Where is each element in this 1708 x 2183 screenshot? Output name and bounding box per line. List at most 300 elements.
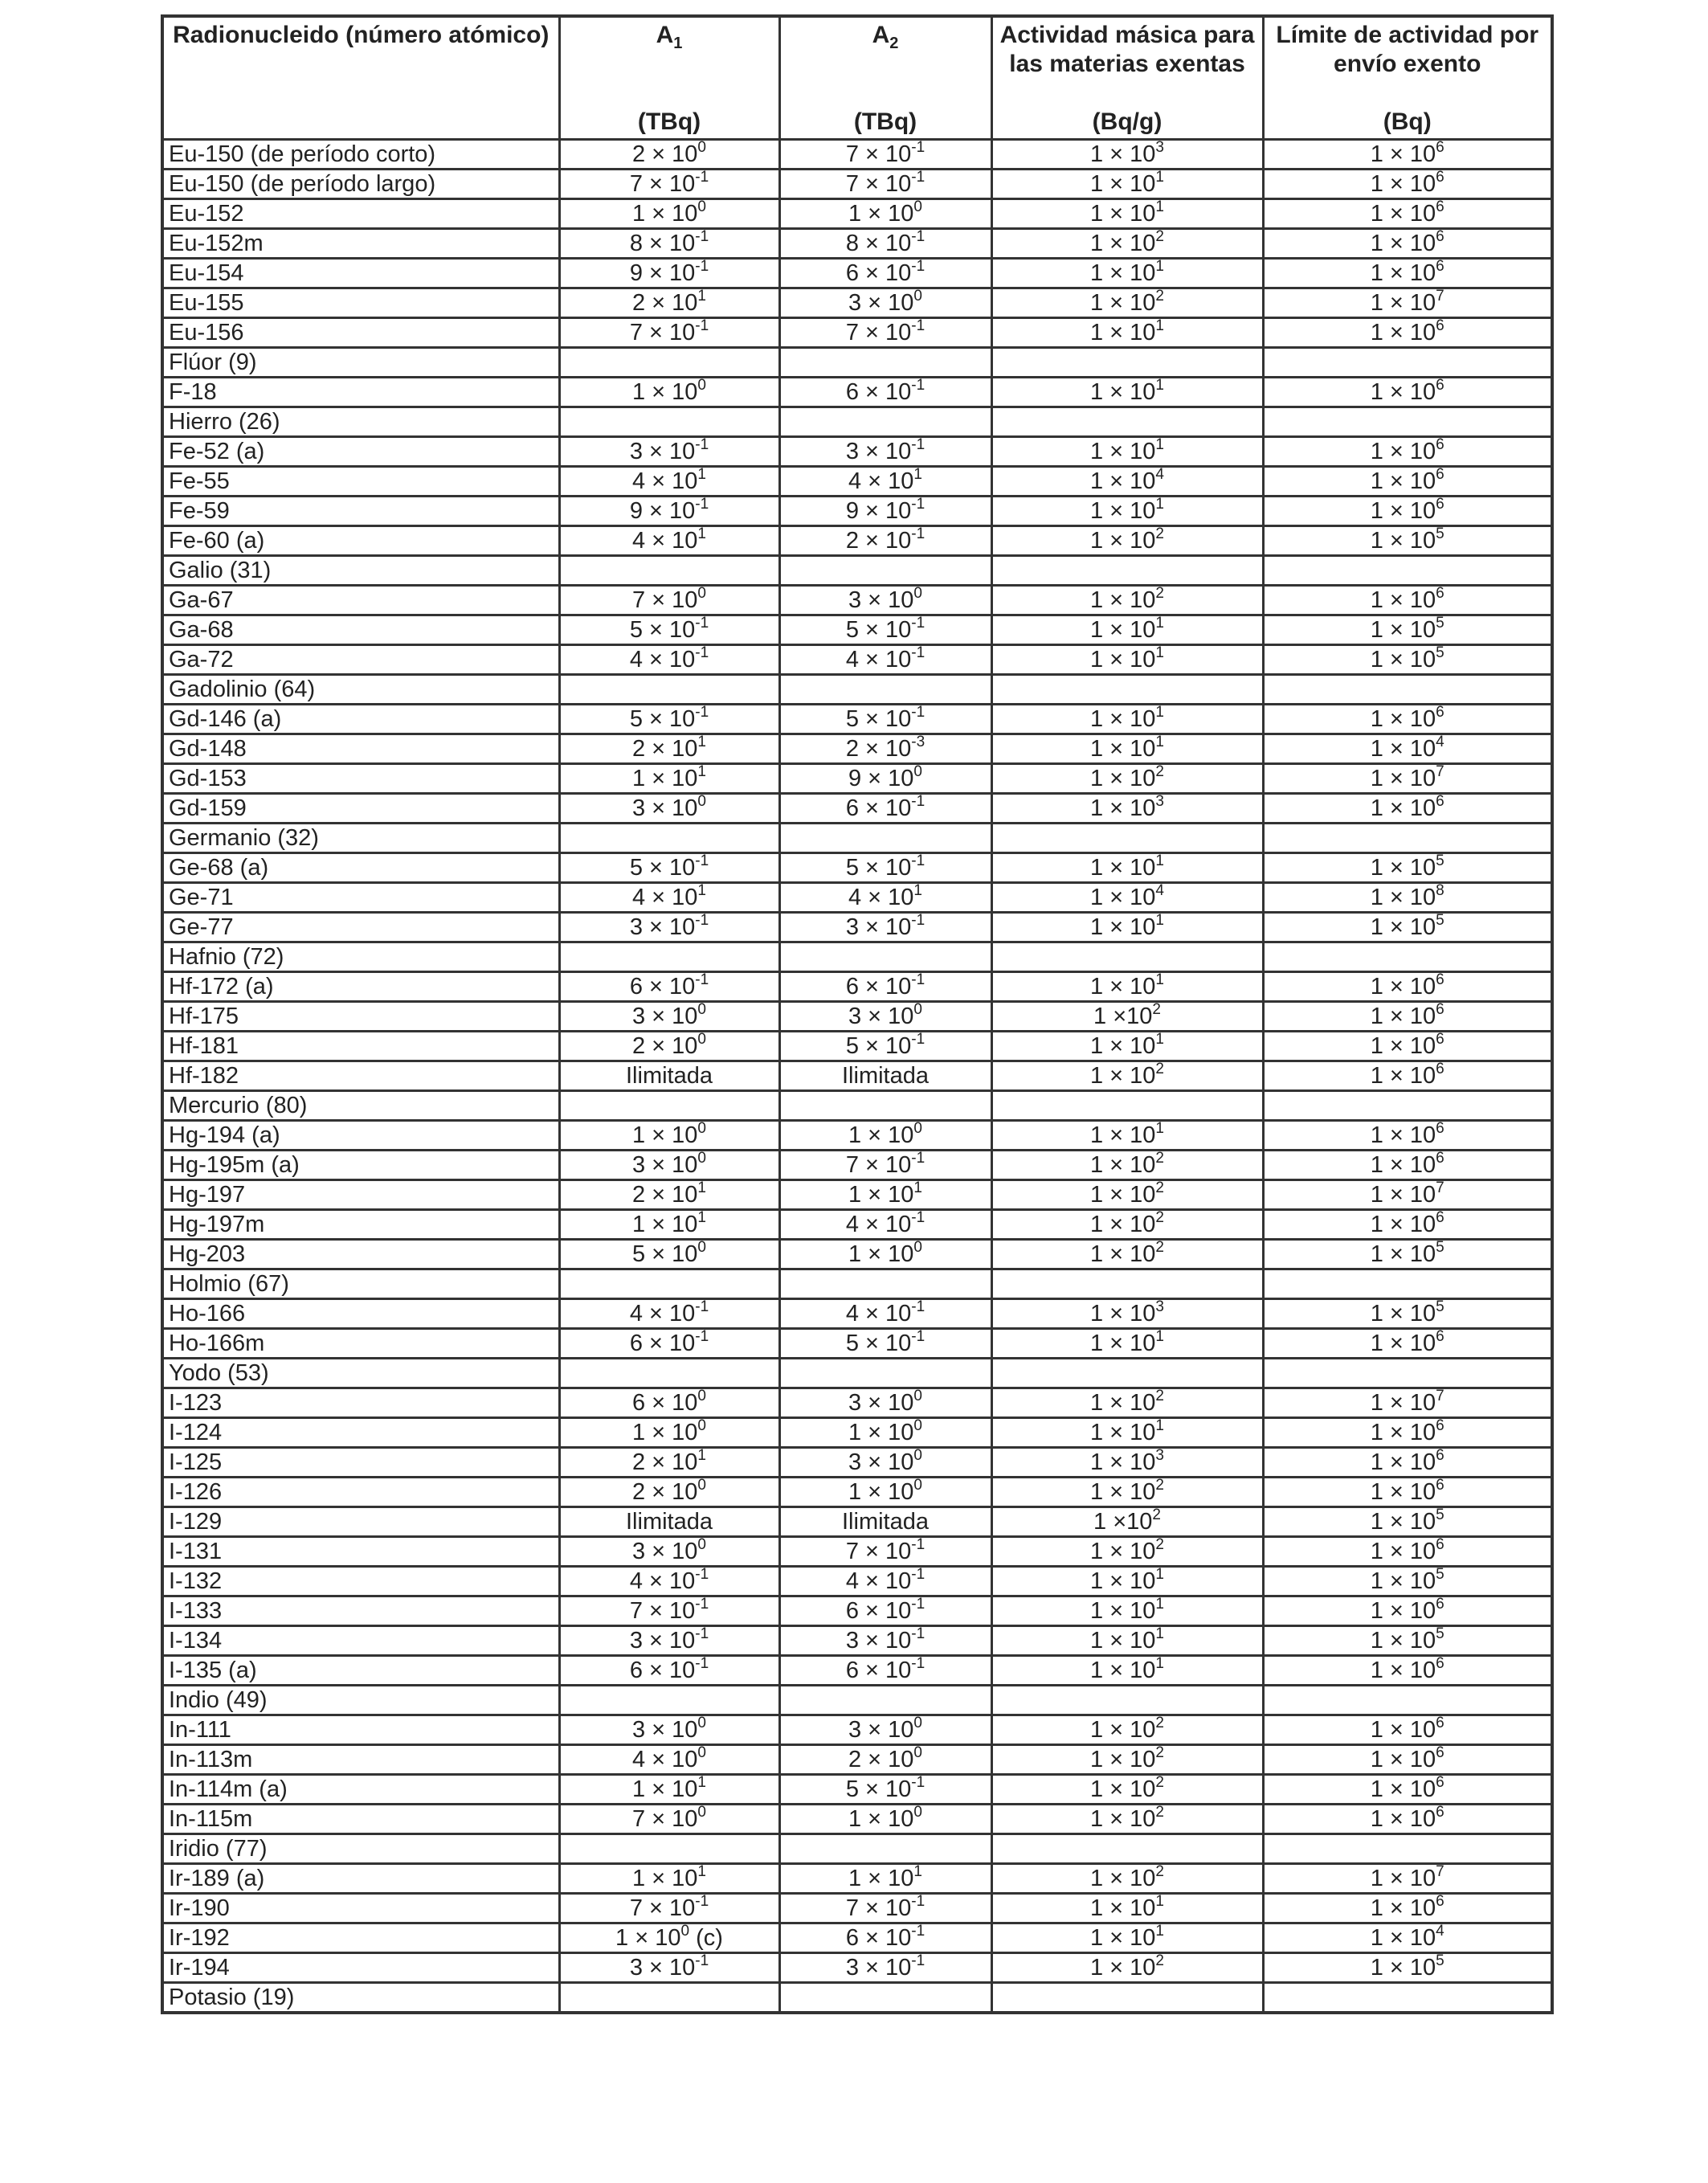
a1-cell [559, 348, 779, 378]
mass-activity-cell: $1 \times 10^1$ [991, 1894, 1263, 1923]
nuclide-cell: Fe-52 (a) [162, 437, 559, 467]
mass-activity-cell: $1 \times 10^4$ [991, 883, 1263, 913]
a1-cell: $2 \times 10^0$ [559, 1478, 779, 1507]
a1-cell: $5 \times 10^{-1}$ [559, 853, 779, 883]
table-row [162, 1923, 1552, 1953]
mass-activity-cell: $1 \times 10^1$ [991, 913, 1263, 942]
mass-activity-cell: $1 \times 10^1$ [991, 1032, 1263, 1061]
mass-activity-cell: $1 \times 10^1$ [991, 1656, 1263, 1686]
header-a2 [779, 16, 991, 140]
table-body [162, 140, 1552, 2013]
a2-cell: $2 \times 10^{-1}$ [779, 526, 991, 556]
activity-limit-cell [1263, 407, 1552, 437]
a1-cell [559, 942, 779, 972]
nuclide-cell: I-123 [162, 1388, 559, 1418]
mass-activity-cell: $1 \times 10^2$ [991, 1061, 1263, 1091]
a2-cell [779, 407, 991, 437]
table-row [162, 1894, 1552, 1923]
a2-cell: $4 \times 10^{-1}$ [779, 1210, 991, 1240]
mass-activity-cell: $1 \times 10^1$ [991, 259, 1263, 288]
table-row [162, 556, 1552, 586]
nuclide-cell: Gadolinio (64) [162, 675, 559, 705]
a1-cell: $3 \times 10^{-1}$ [559, 1626, 779, 1656]
a2-cell: $6 \times 10^{-1}$ [779, 1656, 991, 1686]
a2-cell: $3 \times 10^{-1}$ [779, 437, 991, 467]
activity-limit-cell: $1 \times 10^6$ [1263, 229, 1552, 259]
table-row [162, 1061, 1552, 1091]
table-row [162, 586, 1552, 615]
header-mass-activity [991, 16, 1263, 140]
table-row [162, 526, 1552, 556]
activity-limit-cell: $1 \times 10^6$ [1263, 1210, 1552, 1240]
header-label: Límite de actividad por envío exento [1276, 22, 1539, 77]
a1-cell: $1 \times 10^0$ (c) [559, 1923, 779, 1953]
mass-activity-cell [991, 407, 1263, 437]
a2-cell: Ilimitada [779, 1061, 991, 1091]
table-row [162, 734, 1552, 764]
nuclide-cell: Eu-152 [162, 199, 559, 229]
nuclide-cell: Mercurio (80) [162, 1091, 559, 1121]
table-row [162, 1537, 1552, 1567]
mass-activity-cell: $1 \times 10^2$ [991, 1507, 1263, 1537]
nuclide-cell: Galio (31) [162, 556, 559, 586]
nuclide-cell: In-111 [162, 1715, 559, 1745]
a1-cell: $7 \times 10^{-1}$ [559, 1596, 779, 1626]
activity-limit-cell [1263, 1983, 1552, 2013]
a2-cell: $1 \times 10^0$ [779, 199, 991, 229]
mass-activity-cell [991, 556, 1263, 586]
table-row [162, 942, 1552, 972]
nuclide-cell: Hf-172 (a) [162, 972, 559, 1002]
header-label: Radionucleido (número atómico) [173, 22, 550, 48]
mass-activity-cell: $1 \times 10^1$ [991, 853, 1263, 883]
activity-limit-cell: $1 \times 10^6$ [1263, 1448, 1552, 1478]
mass-activity-cell: $1 \times 10^2$ [991, 1002, 1263, 1032]
table-row [162, 794, 1552, 824]
nuclide-cell: Hafnio (72) [162, 942, 559, 972]
table-row [162, 645, 1552, 675]
mass-activity-cell: $1 \times 10^2$ [991, 229, 1263, 259]
activity-limit-cell: $1 \times 10^6$ [1263, 1745, 1552, 1775]
mass-activity-cell: $1 \times 10^3$ [991, 794, 1263, 824]
nuclide-cell: Hierro (26) [162, 407, 559, 437]
table-row [162, 1448, 1552, 1478]
a1-cell [559, 556, 779, 586]
a1-cell: $6 \times 10^{-1}$ [559, 972, 779, 1002]
a1-cell: $4 \times 10^{-1}$ [559, 645, 779, 675]
nuclide-cell: Hf-181 [162, 1032, 559, 1061]
a2-cell: $2 \times 10^{-3}$ [779, 734, 991, 764]
activity-limit-cell: $1 \times 10^6$ [1263, 705, 1552, 734]
a2-cell: $5 \times 10^{-1}$ [779, 853, 991, 883]
nuclide-cell: I-129 [162, 1507, 559, 1537]
a2-cell [779, 1983, 991, 2013]
activity-limit-cell: $1 \times 10^6$ [1263, 1805, 1552, 1834]
a2-cell [779, 942, 991, 972]
activity-limit-cell [1263, 556, 1552, 586]
a1-cell: $7 \times 10^{-1}$ [559, 1894, 779, 1923]
mass-activity-cell: $1 \times 10^2$ [991, 1478, 1263, 1507]
mass-activity-cell: $1 \times 10^2$ [991, 1388, 1263, 1418]
a2-cell [779, 1834, 991, 1864]
activity-limit-cell: $1 \times 10^5$ [1263, 1567, 1552, 1596]
a2-cell [779, 556, 991, 586]
activity-limit-cell: $1 \times 10^4$ [1263, 734, 1552, 764]
a2-cell [779, 1269, 991, 1299]
table-row [162, 853, 1552, 883]
nuclide-cell: Hg-195m (a) [162, 1151, 559, 1180]
header-label: Actividad másica para las materias exentas [999, 22, 1255, 77]
nuclide-cell: Eu-150 (de período largo) [162, 170, 559, 199]
nuclide-cell: I-125 [162, 1448, 559, 1478]
mass-activity-cell: $1 \times 10^1$ [991, 378, 1263, 407]
a2-cell [779, 348, 991, 378]
mass-activity-cell: $1 \times 10^2$ [991, 1745, 1263, 1775]
a1-cell [559, 1983, 779, 2013]
mass-activity-cell: $1 \times 10^1$ [991, 1626, 1263, 1656]
table-row [162, 1656, 1552, 1686]
nuclide-cell: Flúor (9) [162, 348, 559, 378]
a2-cell: $7 \times 10^{-1}$ [779, 1151, 991, 1180]
nuclide-cell: Gd-153 [162, 764, 559, 794]
mass-activity-cell: $1 \times 10^2$ [991, 1864, 1263, 1894]
table-row [162, 1151, 1552, 1180]
activity-limit-cell: $1 \times 10^6$ [1263, 1478, 1552, 1507]
a1-cell: $9 \times 10^{-1}$ [559, 497, 779, 526]
a1-cell: $2 \times 10^0$ [559, 1032, 779, 1061]
a1-cell: $7 \times 10^0$ [559, 586, 779, 615]
table-row [162, 1299, 1552, 1329]
a2-cell: $4 \times 10^{-1}$ [779, 1567, 991, 1596]
activity-limit-cell: $1 \times 10^6$ [1263, 1537, 1552, 1567]
activity-limit-cell: $1 \times 10^6$ [1263, 378, 1552, 407]
header-unit: (Bq) [1383, 108, 1432, 135]
mass-activity-cell [991, 1686, 1263, 1715]
nuclide-cell: I-124 [162, 1418, 559, 1448]
activity-limit-cell: $1 \times 10^6$ [1263, 497, 1552, 526]
a2-cell: $4 \times 10^{-1}$ [779, 1299, 991, 1329]
mass-activity-cell: $1 \times 10^1$ [991, 437, 1263, 467]
table-row [162, 378, 1552, 407]
table-row [162, 824, 1552, 853]
header-radionuclide [162, 16, 559, 140]
a2-cell: $1 \times 10^0$ [779, 1121, 991, 1151]
a1-cell: $3 \times 10^{-1}$ [559, 1953, 779, 1983]
a1-cell: $5 \times 10^0$ [559, 1240, 779, 1269]
mass-activity-cell: $1 \times 10^1$ [991, 1567, 1263, 1596]
a2-cell: $6 \times 10^{-1}$ [779, 1596, 991, 1626]
a1-cell: $7 \times 10^0$ [559, 1805, 779, 1834]
activity-limit-cell: $1 \times 10^7$ [1263, 1388, 1552, 1418]
activity-limit-cell: $1 \times 10^6$ [1263, 1061, 1552, 1091]
table-row [162, 1864, 1552, 1894]
activity-limit-cell: $1 \times 10^6$ [1263, 972, 1552, 1002]
a2-cell: $1 \times 10^0$ [779, 1418, 991, 1448]
nuclide-cell: I-132 [162, 1567, 559, 1596]
a1-cell: $1 \times 10^0$ [559, 199, 779, 229]
nuclide-cell: Ge-77 [162, 913, 559, 942]
table-row [162, 1240, 1552, 1269]
nuclide-cell: I-131 [162, 1537, 559, 1567]
nuclide-cell: I-134 [162, 1626, 559, 1656]
nuclide-cell: In-114m (a) [162, 1775, 559, 1805]
a2-cell [779, 1686, 991, 1715]
a2-cell [779, 824, 991, 853]
nuclide-cell: Ir-192 [162, 1923, 559, 1953]
activity-limit-cell: $1 \times 10^7$ [1263, 288, 1552, 318]
a1-cell [559, 407, 779, 437]
a1-cell: $3 \times 10^0$ [559, 1002, 779, 1032]
nuclide-cell: Yodo (53) [162, 1359, 559, 1388]
a2-cell: $9 \times 10^0$ [779, 764, 991, 794]
a2-cell: $6 \times 10^{-1}$ [779, 259, 991, 288]
activity-limit-cell: $1 \times 10^6$ [1263, 1894, 1552, 1923]
table-row [162, 1269, 1552, 1299]
activity-limit-cell: $1 \times 10^6$ [1263, 794, 1552, 824]
a1-cell: $3 \times 10^0$ [559, 794, 779, 824]
a2-cell [779, 1091, 991, 1121]
a2-cell: $1 \times 10^1$ [779, 1180, 991, 1210]
table-row [162, 764, 1552, 794]
a2-cell: $5 \times 10^{-1}$ [779, 615, 991, 645]
a2-cell: $4 \times 10^1$ [779, 883, 991, 913]
table-row [162, 1388, 1552, 1418]
a1-cell: Ilimitada [559, 1507, 779, 1537]
mass-activity-cell [991, 942, 1263, 972]
activity-limit-cell [1263, 675, 1552, 705]
nuclide-cell: Iridio (77) [162, 1834, 559, 1864]
a2-cell: $1 \times 10^1$ [779, 1864, 991, 1894]
radionuclide-table [161, 14, 1554, 2014]
a1-cell: $3 \times 10^0$ [559, 1151, 779, 1180]
table-row [162, 1953, 1552, 1983]
nuclide-cell: Ir-190 [162, 1894, 559, 1923]
mass-activity-cell [991, 1834, 1263, 1864]
a2-cell: $3 \times 10^0$ [779, 1002, 991, 1032]
a1-cell: $2 \times 10^1$ [559, 734, 779, 764]
activity-limit-cell: $1 \times 10^4$ [1263, 1923, 1552, 1953]
table-row [162, 1478, 1552, 1507]
a1-cell: $2 \times 10^1$ [559, 1180, 779, 1210]
mass-activity-cell: $1 \times 10^1$ [991, 1418, 1263, 1448]
nuclide-cell: Ge-71 [162, 883, 559, 913]
activity-limit-cell: $1 \times 10^6$ [1263, 1151, 1552, 1180]
mass-activity-cell: $1 \times 10^2$ [991, 1151, 1263, 1180]
activity-limit-cell: $1 \times 10^8$ [1263, 883, 1552, 913]
activity-limit-cell: $1 \times 10^5$ [1263, 1507, 1552, 1537]
mass-activity-cell [991, 1359, 1263, 1388]
nuclide-cell: Holmio (67) [162, 1269, 559, 1299]
table-row [162, 467, 1552, 497]
nuclide-cell: I-133 [162, 1596, 559, 1626]
activity-limit-cell: $1 \times 10^6$ [1263, 1002, 1552, 1032]
a1-cell: $3 \times 10^0$ [559, 1537, 779, 1567]
a2-cell: $1 \times 10^0$ [779, 1240, 991, 1269]
mass-activity-cell: $1 \times 10^2$ [991, 586, 1263, 615]
activity-limit-cell [1263, 1269, 1552, 1299]
header-activity-limit [1263, 16, 1552, 140]
activity-limit-cell: $1 \times 10^6$ [1263, 1418, 1552, 1448]
header-label: $A_1$ [656, 22, 683, 52]
table-row [162, 348, 1552, 378]
a2-cell: $5 \times 10^{-1}$ [779, 1329, 991, 1359]
nuclide-cell: Ge-68 (a) [162, 853, 559, 883]
a1-cell: $3 \times 10^{-1}$ [559, 437, 779, 467]
a2-cell: $5 \times 10^{-1}$ [779, 1032, 991, 1061]
activity-limit-cell: $1 \times 10^7$ [1263, 1864, 1552, 1894]
table-row [162, 1834, 1552, 1864]
mass-activity-cell: $1 \times 10^2$ [991, 1953, 1263, 1983]
nuclide-cell: Germanio (32) [162, 824, 559, 853]
nuclide-cell: Indio (49) [162, 1686, 559, 1715]
a1-cell: $8 \times 10^{-1}$ [559, 229, 779, 259]
mass-activity-cell: $1 \times 10^2$ [991, 1240, 1263, 1269]
a1-cell [559, 1091, 779, 1121]
nuclide-cell: Gd-159 [162, 794, 559, 824]
a2-cell: $5 \times 10^{-1}$ [779, 1775, 991, 1805]
a1-cell [559, 824, 779, 853]
a1-cell: $1 \times 10^0$ [559, 1418, 779, 1448]
a1-cell: $3 \times 10^{-1}$ [559, 913, 779, 942]
mass-activity-cell: $1 \times 10^2$ [991, 1715, 1263, 1745]
a1-cell: $6 \times 10^{-1}$ [559, 1329, 779, 1359]
nuclide-cell: Hg-197 [162, 1180, 559, 1210]
activity-limit-cell: $1 \times 10^5$ [1263, 913, 1552, 942]
mass-activity-cell: $1 \times 10^1$ [991, 318, 1263, 348]
table-row [162, 675, 1552, 705]
a1-cell: $5 \times 10^{-1}$ [559, 705, 779, 734]
nuclide-cell: Hf-182 [162, 1061, 559, 1091]
activity-limit-cell: $1 \times 10^6$ [1263, 170, 1552, 199]
nuclide-cell: Hg-203 [162, 1240, 559, 1269]
table-row [162, 1210, 1552, 1240]
table-row [162, 259, 1552, 288]
table-row [162, 1775, 1552, 1805]
activity-limit-cell: $1 \times 10^6$ [1263, 1596, 1552, 1626]
a1-cell [559, 675, 779, 705]
a1-cell: $9 \times 10^{-1}$ [559, 259, 779, 288]
table-row [162, 1121, 1552, 1151]
activity-limit-cell [1263, 942, 1552, 972]
a2-cell: $9 \times 10^{-1}$ [779, 497, 991, 526]
nuclide-cell: F-18 [162, 378, 559, 407]
mass-activity-cell: $1 \times 10^2$ [991, 1805, 1263, 1834]
mass-activity-cell: $1 \times 10^1$ [991, 972, 1263, 1002]
table-row [162, 407, 1552, 437]
nuclide-cell: Eu-154 [162, 259, 559, 288]
table-row [162, 1507, 1552, 1537]
activity-limit-cell: $1 \times 10^6$ [1263, 1656, 1552, 1686]
a1-cell: $2 \times 10^1$ [559, 288, 779, 318]
mass-activity-cell: $1 \times 10^2$ [991, 288, 1263, 318]
activity-limit-cell: $1 \times 10^6$ [1263, 140, 1552, 170]
table-row [162, 1745, 1552, 1775]
activity-limit-cell: $1 \times 10^5$ [1263, 1240, 1552, 1269]
table-row [162, 972, 1552, 1002]
mass-activity-cell: $1 \times 10^1$ [991, 734, 1263, 764]
mass-activity-cell: $1 \times 10^1$ [991, 170, 1263, 199]
activity-limit-cell [1263, 348, 1552, 378]
a2-cell: $4 \times 10^{-1}$ [779, 645, 991, 675]
a1-cell [559, 1359, 779, 1388]
table-row [162, 705, 1552, 734]
nuclide-cell: Hf-175 [162, 1002, 559, 1032]
a2-cell: Ilimitada [779, 1507, 991, 1537]
activity-limit-cell: $1 \times 10^6$ [1263, 437, 1552, 467]
a1-cell: $2 \times 10^1$ [559, 1448, 779, 1478]
header-unit: (TBq) [853, 108, 917, 135]
mass-activity-cell: $1 \times 10^1$ [991, 1329, 1263, 1359]
mass-activity-cell [991, 1983, 1263, 2013]
nuclide-cell: Ga-72 [162, 645, 559, 675]
a1-cell: $1 \times 10^1$ [559, 1210, 779, 1240]
table-row [162, 437, 1552, 467]
a2-cell: $7 \times 10^{-1}$ [779, 1894, 991, 1923]
mass-activity-cell: $1 \times 10^2$ [991, 1775, 1263, 1805]
nuclide-cell: Ir-189 (a) [162, 1864, 559, 1894]
mass-activity-cell: $1 \times 10^3$ [991, 1299, 1263, 1329]
mass-activity-cell: $1 \times 10^4$ [991, 467, 1263, 497]
mass-activity-cell [991, 675, 1263, 705]
mass-activity-cell: $1 \times 10^1$ [991, 645, 1263, 675]
nuclide-cell: Gd-148 [162, 734, 559, 764]
header-a1 [559, 16, 779, 140]
nuclide-cell: Ga-67 [162, 586, 559, 615]
a2-cell: $3 \times 10^0$ [779, 1448, 991, 1478]
mass-activity-cell [991, 824, 1263, 853]
a1-cell: $2 \times 10^0$ [559, 140, 779, 170]
a2-cell: $5 \times 10^{-1}$ [779, 705, 991, 734]
activity-limit-cell: $1 \times 10^5$ [1263, 1299, 1552, 1329]
a1-cell: $5 \times 10^{-1}$ [559, 615, 779, 645]
table-row [162, 1032, 1552, 1061]
activity-limit-cell: $1 \times 10^5$ [1263, 1626, 1552, 1656]
a1-cell: $7 \times 10^{-1}$ [559, 170, 779, 199]
mass-activity-cell: $1 \times 10^3$ [991, 140, 1263, 170]
a1-cell: $4 \times 10^1$ [559, 467, 779, 497]
table-row [162, 913, 1552, 942]
a1-cell: $1 \times 10^0$ [559, 1121, 779, 1151]
activity-limit-cell: $1 \times 10^5$ [1263, 853, 1552, 883]
nuclide-cell: Fe-59 [162, 497, 559, 526]
mass-activity-cell: $1 \times 10^1$ [991, 1923, 1263, 1953]
mass-activity-cell: $1 \times 10^1$ [991, 497, 1263, 526]
a2-cell: $6 \times 10^{-1}$ [779, 1923, 991, 1953]
activity-limit-cell: $1 \times 10^6$ [1263, 259, 1552, 288]
a1-cell: $7 \times 10^{-1}$ [559, 318, 779, 348]
table-row [162, 1091, 1552, 1121]
activity-limit-cell: $1 \times 10^5$ [1263, 526, 1552, 556]
nuclide-cell: Hg-197m [162, 1210, 559, 1240]
a1-cell: $1 \times 10^1$ [559, 1775, 779, 1805]
mass-activity-cell: $1 \times 10^3$ [991, 1448, 1263, 1478]
table-row [162, 1715, 1552, 1745]
a1-cell: $4 \times 10^0$ [559, 1745, 779, 1775]
table-row [162, 1686, 1552, 1715]
a2-cell: $2 \times 10^0$ [779, 1745, 991, 1775]
a2-cell: $3 \times 10^{-1}$ [779, 1953, 991, 1983]
activity-limit-cell: $1 \times 10^6$ [1263, 1121, 1552, 1151]
a1-cell: $3 \times 10^0$ [559, 1715, 779, 1745]
activity-limit-cell: $1 \times 10^5$ [1263, 615, 1552, 645]
nuclide-cell: In-113m [162, 1745, 559, 1775]
table-row [162, 1983, 1552, 2013]
table-row [162, 1626, 1552, 1656]
a2-cell: $6 \times 10^{-1}$ [779, 972, 991, 1002]
a1-cell [559, 1686, 779, 1715]
nuclide-cell: I-126 [162, 1478, 559, 1507]
a2-cell: $6 \times 10^{-1}$ [779, 378, 991, 407]
